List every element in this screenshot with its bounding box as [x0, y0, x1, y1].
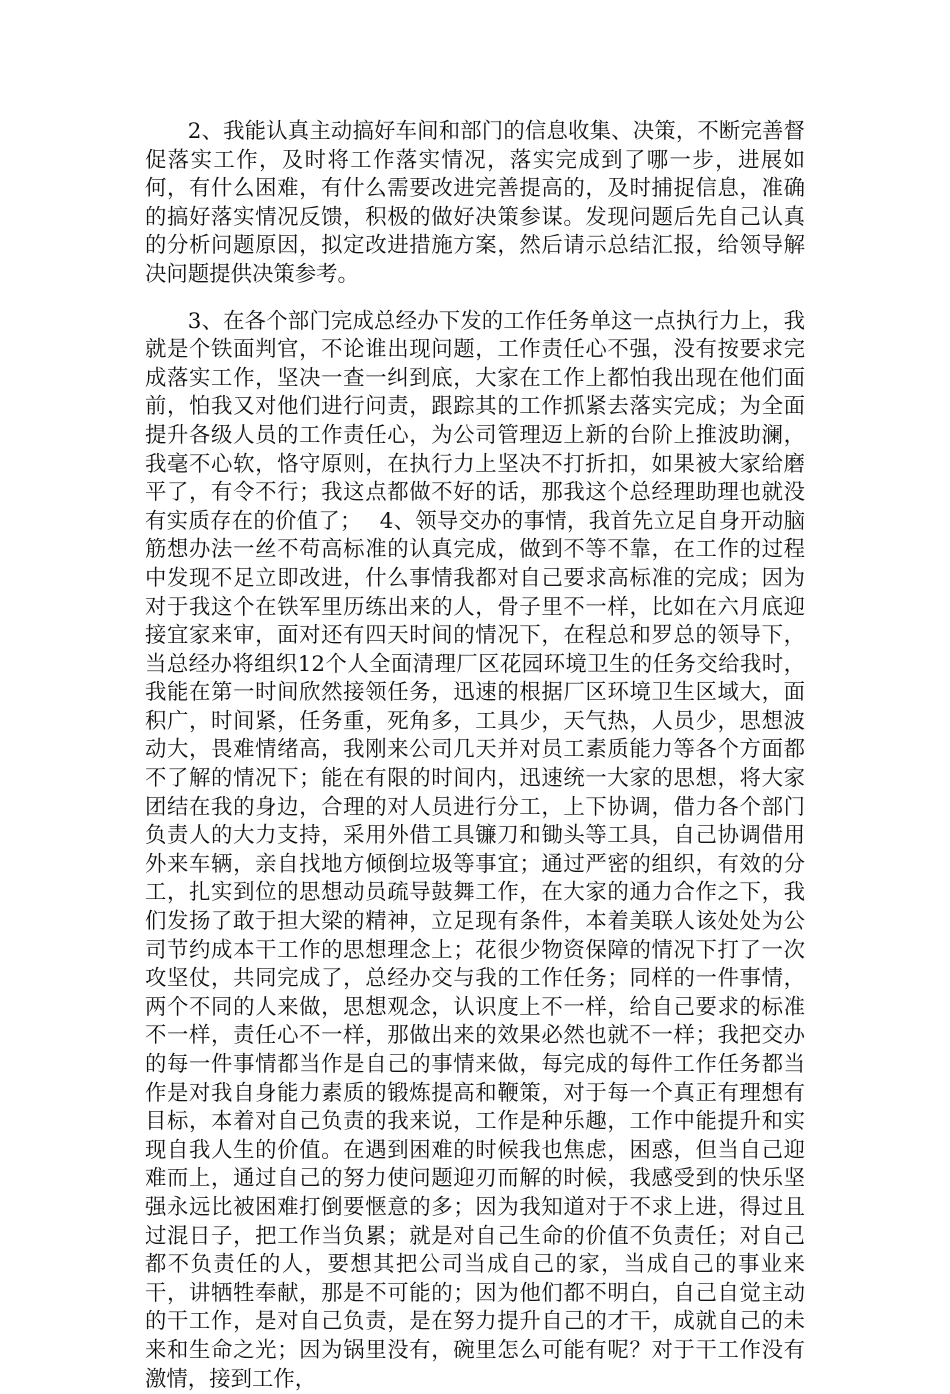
- paragraph-gap: [145, 290, 805, 308]
- document-body: [145, 118, 805, 1394]
- paragraph-2: 2、我能认真主动搞好车间和部门的信息收集、决策，不断完善督促落实工作，及时将工作落实情况，落实完成到了哪一步，进展如何，有什么困难，有什么需要改进完善提高的，及时捕捉信息，准确的搞好落实情况反馈，积极的做好决策参谋。发现问题后先自己认真的分析问题原因，拟定改进措施方案，然后请示总结汇报，给领导解决问题提供决策参考。: [145, 119, 805, 287]
- paragraph-3-4: 3、在各个部门完成总经办下发的工作任务单这一点执行力上，我就是个铁面判官，不论谁出现问题，工作责任心不强，没有按要求完成落实工作，坚决一查一纠到底，大家在工作上都怕我出现在他们面前，怕我又对他们进行问责，跟踪其的工作抓紧去落实完成；为全面提升各级人员的工作责任心，为公司管理迈上新的台阶上推波助澜，我毫不心软，恪守原则，在执行力上坚决不打折扣，如果被大家给磨平了，有令不行；我这点都做不好的话，那我这个总经理助理也就没有实质存在的价值了； 4、领导交办的事情，我首先立足自身开动脑筋想办法一丝不苟高标准的认真完成，做到不等不靠，在工作的过程中发现不足立即改进，什么事情我都对自己要求高标准的完成；因为对于我这个在铁军里历练出来的人，骨子里不一样，比如在六月底迎接宜家来审，面对还有四天时间的情况下，在程总和罗总的领导下，当总经办将组织12个人全面清理厂区花园环境卫生的任务交给我时，我能在第一时间欣然接领任务，迅速的根据厂区环境卫生区域大，面积广，时间紧，任务重，死角多，工具少，天气热，人员少，思想波动大，畏难情绪高，我刚来公司几天并对员工素质能力等各个方面都不了解的情况下；能在有限的时间内，迅速统一大家的思想，将大家团结在我的身边，合理的对人员进行分工，上下协调，借力各个部门负责人的大力支持，采用外借工具镰刀和锄头等工具，自己协调借用外来车辆，亲自找地方倾倒垃圾等事宜；通过严密的组织，有效的分工，扎实到位的思想动员疏导鼓舞工作，在大家的通力合作之下，我们发扬了敢于担大梁的精神，立足现有条件，本着美联人该处处为公司节约成本干工作的思想理念上；花很少物资保障的情况下打了一次攻坚仗，共同完成了，总经办交与我的工作任务；同样的一件事情，两个不同的人来做，思想观念，认识度上不一样，给自己要求的标准不一样，责任心不一样，那做出来的效果必然也就不一样；我把交办的每一件事情都当作是自己的事情来做，每完成的每件工作任务都当作是对我自身能力素质的锻炼提高和鞭策，对于每一个真正有理想有目标，本着对自己负责的我来说，工作是种乐趣，工作中能提升和实现自我人生的价值。在遇到困难的时候我也焦虑，困惑，但当自己迎难而上，通过自己的努力使问题迎刃而解的时候，我感受到的快乐坚强永远比被困难打倒要惬意的多；因为我知道对于不求上进，得过且过混日子，把工作当负累；就是对自己生命的价值不负责任；对自己都不负责任的人，要想其把公司当成自己的家，当成自己的事业来干，讲牺牲奉献，那是不可能的；因为他们都不明白，自己自觉主动的干工作，是对自己负责，是在努力提升自己的才干，成就自己的未来和生命之光；因为锅里没有，碗里怎么可能有呢？对于干工作没有激情，接到工作，: [145, 308, 805, 1392]
